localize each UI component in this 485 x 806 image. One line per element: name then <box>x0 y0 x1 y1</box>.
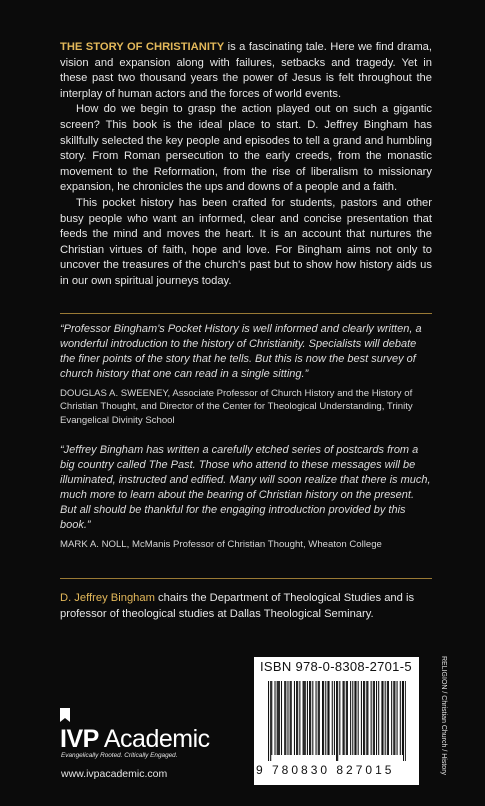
barcode-bar <box>367 681 368 755</box>
barcode-bar <box>385 681 386 755</box>
barcode-bar <box>394 681 395 755</box>
barcode-bar <box>373 681 374 755</box>
barcode-bar <box>378 681 379 755</box>
endorsement-1-text: “Professor Bingham's Pocket History is well informed and clearly written, a wonderful introduction to the history of Christianity. Specialists will debate the finer points of the story that he tells. But this is now the best survey of church history that one can read in a single sitting.” <box>60 323 422 380</box>
barcode-bar <box>281 681 282 755</box>
publisher-name-bold: IVP <box>60 725 99 753</box>
author-name: D. Jeffrey Bingham <box>60 592 155 604</box>
barcode-bar <box>388 681 389 755</box>
barcode-bar <box>366 681 367 755</box>
barcode-bar <box>343 681 344 755</box>
barcode-bar <box>393 681 394 755</box>
barcode-bar <box>346 681 347 755</box>
divider <box>60 578 432 579</box>
barcode-bar <box>299 681 300 755</box>
barcode-bar <box>271 681 272 755</box>
barcode-bar <box>355 681 356 755</box>
endorsement-2 <box>60 443 432 551</box>
publisher-name-rest: Academic <box>98 725 210 753</box>
barcode-bar <box>287 681 288 755</box>
barcode-bar <box>332 681 333 755</box>
barcode-bar <box>376 681 377 755</box>
barcode-bar <box>305 681 306 755</box>
barcode-bar <box>303 681 304 755</box>
barcode-bar <box>403 681 404 761</box>
barcode-bar <box>294 681 295 755</box>
divider <box>60 313 432 314</box>
endorsement-2-text: “Jeffrey Bingham has written a carefully etched series of postcards from a big country called The Past. Those who attend to these messages will be illuminated, instructed and edified. Many will soon realize that there is much, much more to learn about the bearing of Christian history on the present. But all should be thankful for the engaging introduction provided by this book.” <box>60 444 431 531</box>
barcode-bar <box>339 681 340 755</box>
blurb <box>60 40 432 290</box>
blurb-paragraph-3: This pocket history has been crafted for students, pastors and other busy people who want an informed, clear and concise presentation that feeds the mind and moves the heart. It is an account that nurtures the Christian virtues of faith, hope and love. For Bingham aims not only to uncover the treasures of the church's past but to show how history aids us in our own spiritual journeys today. <box>60 196 432 287</box>
barcode-bar <box>310 681 311 755</box>
barcode-bar <box>325 681 326 755</box>
isbn-label: ISBN 978-0-8308-2701-5 <box>260 659 412 674</box>
barcode-bar <box>274 681 275 755</box>
barcode-bar <box>296 681 297 755</box>
barcode-bar <box>371 681 372 755</box>
publisher-tagline: Evangelically Rooted. Critically Engaged. <box>61 752 178 759</box>
barcode-bar <box>318 681 319 755</box>
barcode-bar <box>364 681 365 755</box>
endorsement-1-attribution: DOUGLAS A. SWEENEY, Associate Professor of Church History and the History of Christian Thought, and Director of the Center for Theological Understanding, Trinity Evangelical Divinity School <box>60 388 413 426</box>
barcode-bar <box>291 681 292 755</box>
barcode-bar <box>347 681 348 755</box>
barcode-bar <box>277 681 278 755</box>
blurb-paragraph-2: How do we begin to grasp the action played out on such a gigantic screen? This book is the ideal place to start. D. Jeffrey Bingham has skillfully selected the key people and episodes to tell a grand and humbling story. From Roman persecution to the early creeds, from the monastic movement to the Reformation, from the rise of liberalism to missionary expansion, he chronicles the ups and downs of a people and a faith. <box>60 103 432 194</box>
barcode-bar <box>304 681 305 755</box>
barcode-bar <box>391 681 392 755</box>
barcode-bar <box>400 681 401 755</box>
ivp-logo-icon <box>58 706 72 724</box>
barcode-bar <box>278 681 279 755</box>
barcode-bar <box>382 681 383 755</box>
barcode-bar <box>323 681 324 755</box>
barcode-bar <box>319 681 320 755</box>
barcode-bar <box>316 681 317 755</box>
barcode-bar <box>327 681 328 755</box>
author-bio-text: chairs the Department of Theological Studies and is professor of theological studies at Dallas Theological Seminary. <box>60 592 415 620</box>
endorsement-2-attribution: MARK A. NOLL, McManis Professor of Christian Thought, Wheaton College <box>60 539 382 550</box>
barcode-bar <box>307 681 308 755</box>
barcode-bar <box>350 681 351 755</box>
barcode-bar <box>284 681 285 755</box>
barcode-bar <box>397 681 398 755</box>
barcode-number: 9 780830 827015 <box>256 763 395 777</box>
barcode-bar <box>312 681 313 755</box>
barcode-bar <box>285 681 286 755</box>
barcode <box>268 681 406 761</box>
barcode-bar <box>328 681 329 755</box>
barcode-bar <box>344 681 345 755</box>
barcode-bar <box>381 681 382 755</box>
blurb-lead: THE STORY OF CHRISTIANITY <box>60 41 225 53</box>
barcode-bar <box>268 681 269 761</box>
barcode-panel <box>254 657 419 785</box>
barcode-bar <box>290 681 291 755</box>
barcode-bar <box>270 681 271 761</box>
barcode-bar <box>402 681 403 755</box>
barcode-bar <box>336 681 337 761</box>
blurb-p1-text: is a fascinating tale. Here we find drama, vision and expansion along with failures, setbacks and tragedy. Yet in these past two thousand years the power of Jesus is felt throughout the interplay of human actors and the forces of world events. <box>60 41 432 100</box>
barcode-bar <box>354 681 355 755</box>
publisher-logo <box>60 725 210 754</box>
barcode-bar <box>322 681 323 755</box>
barcode-bar <box>363 681 364 755</box>
barcode-bar <box>279 681 280 755</box>
blurb-paragraph-1 <box>60 40 432 102</box>
barcode-bar <box>309 681 310 755</box>
barcode-bar <box>405 681 406 761</box>
barcode-bar <box>358 681 359 755</box>
barcode-bar <box>374 681 375 755</box>
publisher-website[interactable]: www.ivpacademic.com <box>61 768 168 780</box>
barcode-bar <box>334 681 335 755</box>
barcode-bar <box>352 681 353 755</box>
category-label: RELIGION / Christian Church / History <box>440 656 447 776</box>
endorsement-1 <box>60 322 432 427</box>
barcode-bar <box>361 681 362 755</box>
barcode-bar <box>337 681 338 761</box>
barcode-bar <box>387 681 388 755</box>
barcode-bar <box>297 681 298 755</box>
author-bio <box>60 591 435 622</box>
